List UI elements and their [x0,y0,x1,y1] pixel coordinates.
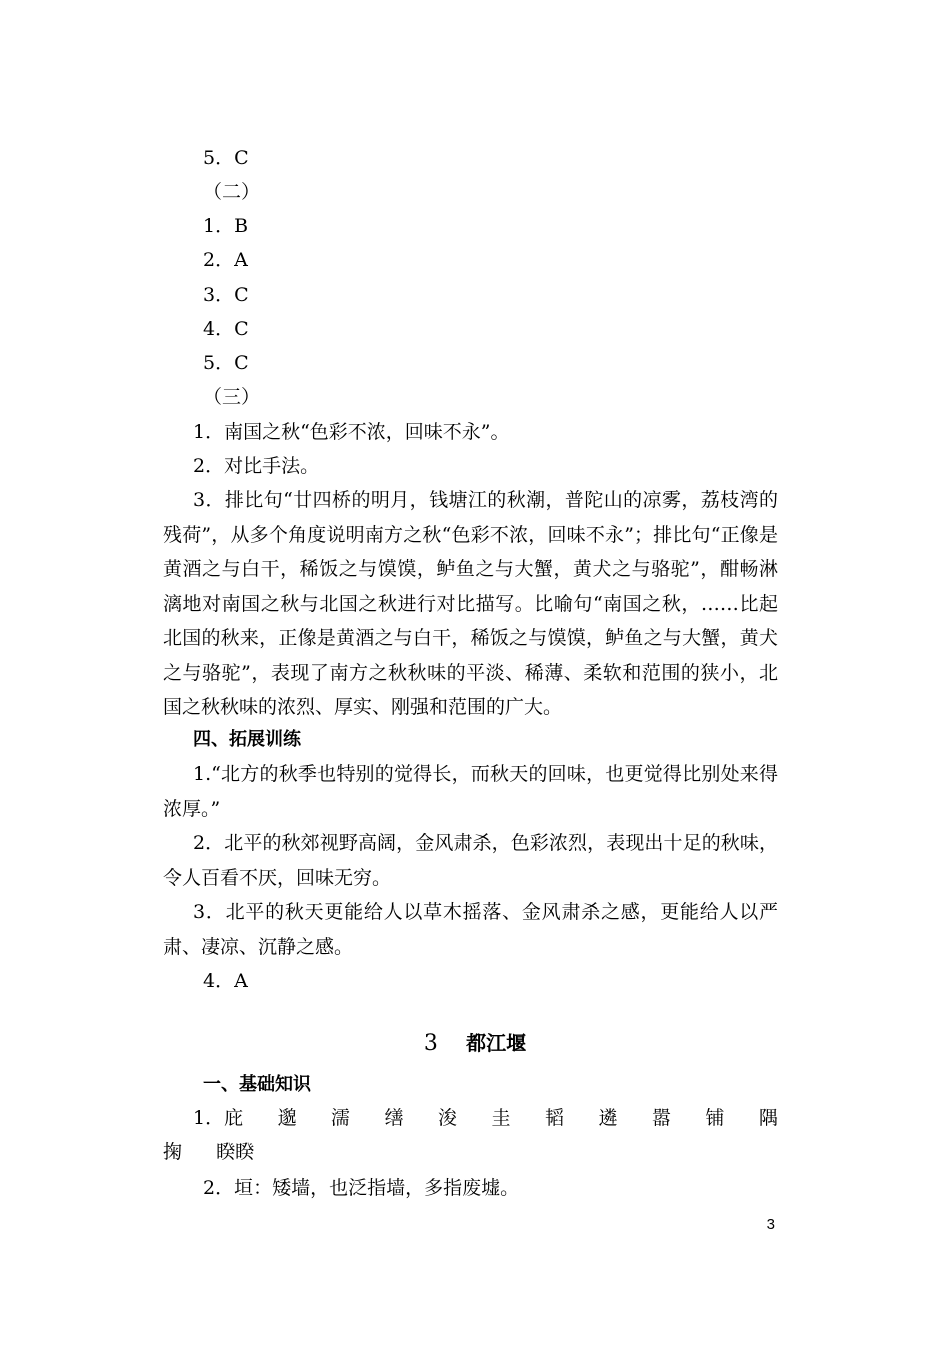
answer-line: 2．A [203,249,248,271]
vocab-word: 睽睽 [216,1141,255,1163]
section-heading: 四、拓展训练 [193,729,301,750]
section-marker: （二） [203,181,261,203]
answer-paragraph [163,757,778,826]
answer-paragraph [163,483,778,725]
vocab-row [163,1135,778,1169]
section-marker: （三） [203,386,261,408]
vocab-list [163,1101,778,1169]
answer-paragraph [163,826,778,895]
answer-text: 3．北平的秋天更能给人以草木摇落、金风肃杀之感，更能给人以严肃、凄凉、沉静之感。 [163,901,778,958]
answer-line: 3．C [203,284,249,306]
answer-text: 3．排比句“廿四桥的明月，钱塘江的秋潮，普陀山的凉雾，荔枝湾的残荷”，从多个角度说明南方之秋“色彩不浓，回味不永”；排比句“正像是黄酒之与白干，稀饭之与馍馍，鲈鱼之与大蟹，黄犬之与骆驼”，酣畅淋漓地对南国之秋与北国之秋进行对比描写。比喻句“南国之秋，……比起北国的秋来，正像是黄酒之与白干，稀饭之与馍馍，鲈鱼之与大蟹，黄犬之与骆驼”，表现了南方之秋秋味的平淡、稀薄、柔软和范围的狭小，北国之秋秋味的浓烈、厚实、刚强和范围的广大。 [163,489,778,718]
vocab-word: 韬 [544,1107,564,1129]
chapter-number: 3 [423,1031,438,1056]
vocab-word: 邈 [277,1107,297,1129]
vocab-word: 圭 [491,1107,511,1129]
page-number: 3 [766,1216,775,1233]
vocab-word: 浚 [438,1107,458,1129]
answer-text: 2．北平的秋郊视野高阔，金风肃杀，色彩浓烈，表现出十足的秋味，令人百看不厌，回味无穷。 [163,832,778,889]
vocab-word: 掬 [163,1141,183,1163]
chapter-title [0,1026,950,1061]
vocab-row [163,1101,778,1135]
answer-line: 5．C [203,147,249,169]
answer-line: 4．C [203,318,249,340]
vocab-word: 隅 [758,1107,778,1129]
answer-line: 5．C [203,352,249,374]
answer-line: 1．B [203,215,249,237]
answer-text: 1.“北方的秋季也特别的觉得长，而秋天的回味，也更觉得比别处来得浓厚。” [163,763,778,820]
vocab-word: 濡 [331,1107,351,1129]
vocab-word: 嚣 [651,1107,671,1129]
answer-line: 2．对比手法。 [193,455,320,477]
vocab-word: 1．庇 [193,1107,244,1129]
vocab-word: 遴 [598,1107,618,1129]
answer-paragraph [163,895,778,964]
vocab-word: 缮 [384,1107,404,1129]
answer-line: 1．南国之秋“色彩不浓，回味不永”。 [193,421,510,443]
chapter-name: 都江堰 [466,1031,527,1055]
section-heading: 一、基础知识 [203,1074,311,1095]
answer-line: 2．垣：矮墙，也泛指墙，多指废墟。 [203,1177,520,1199]
vocab-word: 铺 [705,1107,725,1129]
answer-line: 4．A [203,970,248,992]
